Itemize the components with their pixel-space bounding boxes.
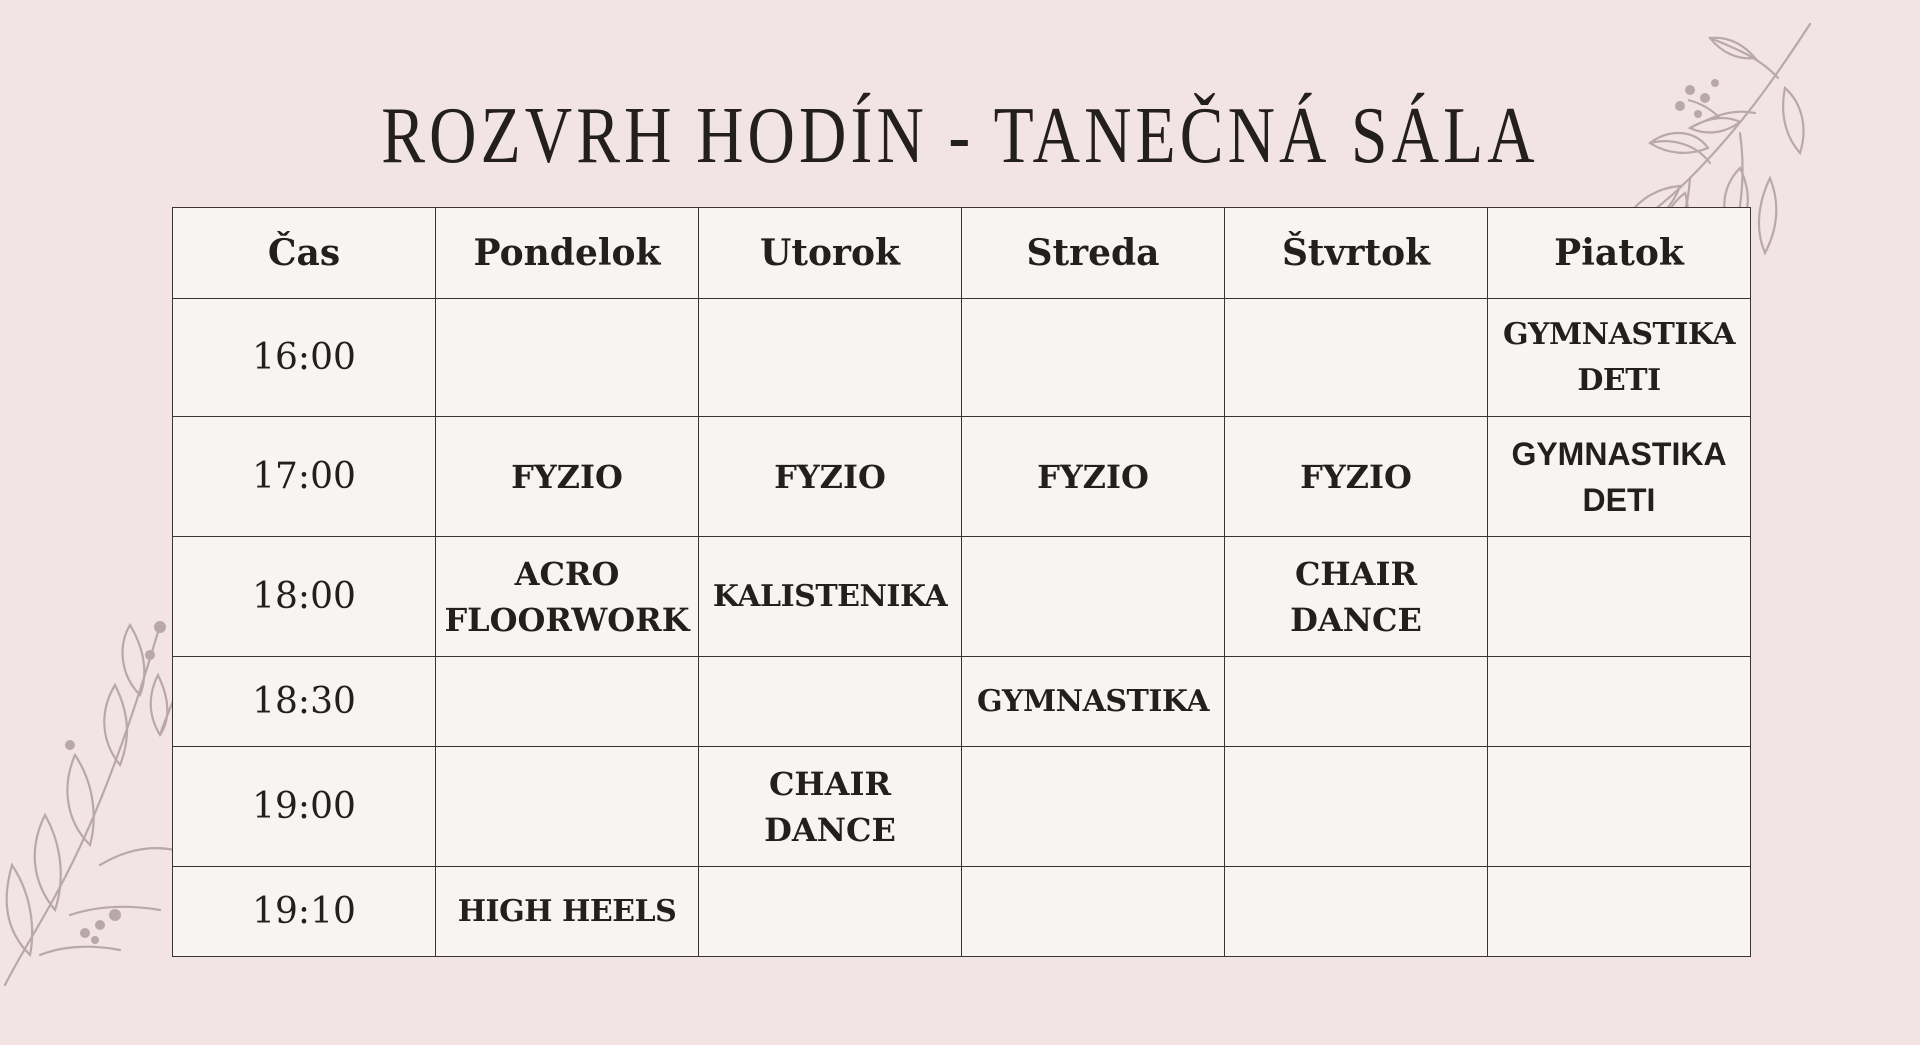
class-cell-tuesday: [699, 867, 962, 957]
class-cell-thursday: [1225, 537, 1488, 657]
class-cell-tuesday: [699, 417, 962, 537]
class-cell-wednesday: [962, 537, 1225, 657]
class-cell-monday: [436, 299, 699, 417]
class-cell-wednesday: [962, 657, 1225, 747]
class-cell-friday: [1488, 657, 1751, 747]
header-row: [173, 208, 1751, 299]
class-cell-friday: [1488, 417, 1751, 537]
class-name: ACRO: [514, 554, 620, 593]
class-cell-friday: [1488, 747, 1751, 867]
time-cell: 17:00: [173, 417, 436, 537]
class-cell-wednesday: [962, 867, 1225, 957]
class-name: CHAIR: [768, 764, 892, 803]
header-tuesday: Utorok: [699, 208, 962, 299]
class-name: GYMNASTIKA: [1511, 435, 1727, 472]
class-cell-thursday: [1225, 747, 1488, 867]
class-name: FYZIO: [1037, 457, 1149, 496]
leaf-branch-icon: [0, 615, 180, 995]
table-row: [173, 867, 1751, 957]
class-cell-tuesday: [699, 657, 962, 747]
table-row: [173, 657, 1751, 747]
class-name: GYMNASTIKA: [1502, 316, 1736, 352]
header-thursday: Štvrtok: [1225, 208, 1488, 299]
class-cell-monday: [436, 747, 699, 867]
class-cell-friday: [1488, 537, 1751, 657]
class-cell-thursday: [1225, 657, 1488, 747]
time-cell: 16:00: [173, 299, 436, 417]
header-wednesday: Streda: [962, 208, 1225, 299]
schedule-table: [172, 207, 1751, 957]
table-row: [173, 417, 1751, 537]
header-time: Čas: [173, 208, 436, 299]
class-cell-monday: [436, 417, 699, 537]
header-monday: Pondelok: [436, 208, 699, 299]
schedule-body: [173, 299, 1751, 957]
class-name: HIGH HEELS: [457, 893, 677, 929]
table-row: [173, 299, 1751, 417]
class-name: FLOORWORK: [444, 600, 690, 639]
class-cell-thursday: [1225, 299, 1488, 417]
class-cell-thursday: [1225, 867, 1488, 957]
table-row: [173, 537, 1751, 657]
time-cell: 19:10: [173, 867, 436, 957]
time-cell: 18:00: [173, 537, 436, 657]
header-friday: Piatok: [1488, 208, 1751, 299]
class-cell-monday: [436, 537, 699, 657]
class-name: FYZIO: [1300, 457, 1412, 496]
class-cell-thursday: [1225, 417, 1488, 537]
class-name: DANCE: [764, 810, 896, 849]
class-cell-wednesday: [962, 747, 1225, 867]
class-name: GYMNASTIKA: [976, 683, 1210, 719]
class-name: CHAIR: [1294, 554, 1418, 593]
class-cell-wednesday: [962, 417, 1225, 537]
table-row: [173, 747, 1751, 867]
class-cell-monday: [436, 657, 699, 747]
time-cell: 18:30: [173, 657, 436, 747]
time-cell: 19:00: [173, 747, 436, 867]
class-cell-tuesday: [699, 537, 962, 657]
class-cell-tuesday: [699, 299, 962, 417]
class-name: DETI: [1582, 481, 1656, 518]
class-name: KALISTENIKA: [712, 578, 948, 614]
class-cell-tuesday: [699, 747, 962, 867]
class-cell-monday: [436, 867, 699, 957]
page-title: ROZVRH HODÍN - TANEČNÁ SÁLA: [381, 92, 1539, 180]
class-name: FYZIO: [774, 457, 886, 496]
class-cell-wednesday: [962, 299, 1225, 417]
class-name: DETI: [1577, 362, 1661, 398]
class-cell-friday: [1488, 299, 1751, 417]
class-cell-friday: [1488, 867, 1751, 957]
class-name: DANCE: [1290, 600, 1422, 639]
class-name: FYZIO: [511, 457, 623, 496]
